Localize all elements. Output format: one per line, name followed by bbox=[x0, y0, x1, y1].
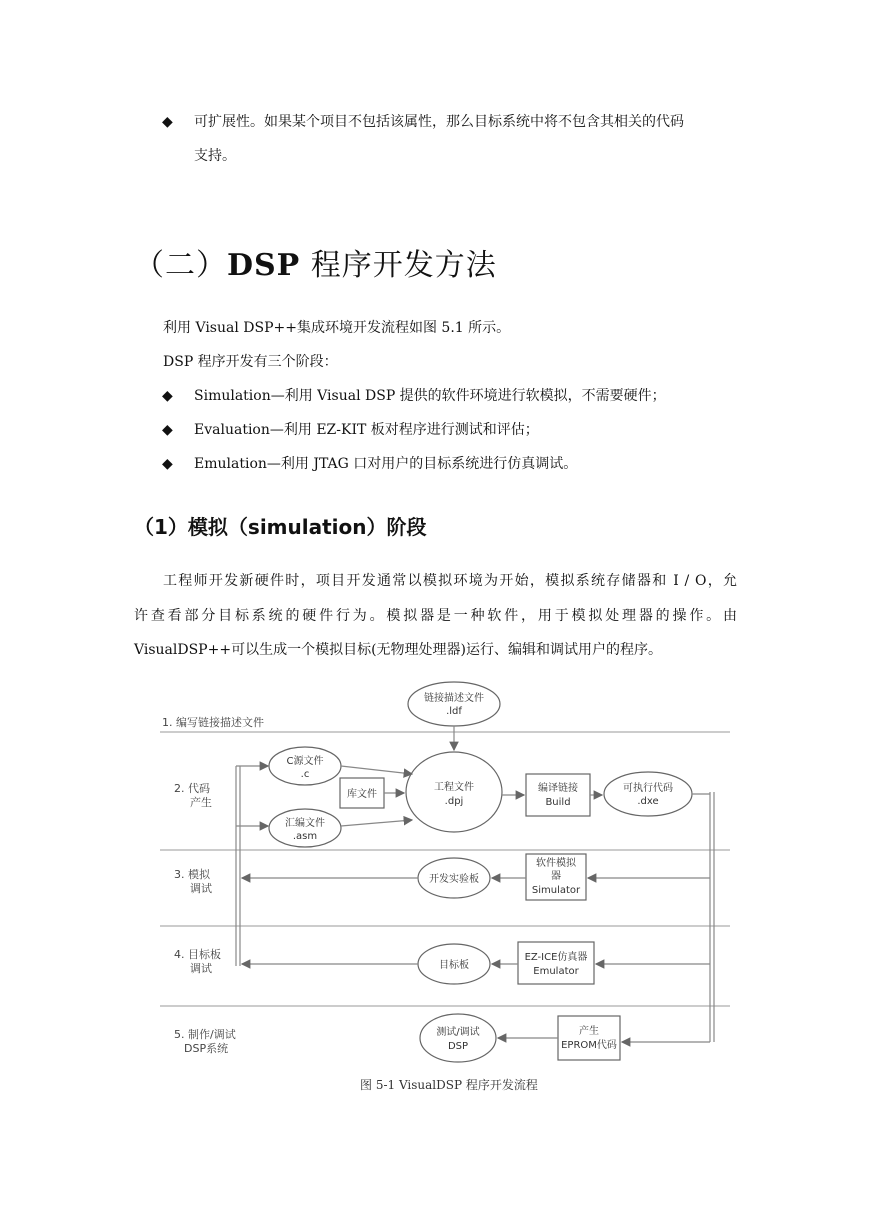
ldf-ext: .ldf bbox=[446, 706, 462, 717]
simulator-label: 软件模拟 bbox=[536, 858, 576, 869]
library-label: 库文件 bbox=[347, 789, 377, 800]
section-heading-suffix: 程序开发方法 bbox=[300, 248, 497, 283]
asm-source-label: 汇编文件 bbox=[285, 818, 325, 829]
flow-diagram bbox=[160, 680, 740, 1100]
paragraph-line-2: 许查看部分目标系统的硬件行为。模拟器是一种软件，用于模拟处理器的操作。由 bbox=[134, 608, 737, 624]
intro-line-2: DSP 程序开发有三个阶段： bbox=[163, 354, 338, 370]
bullet-icon: ◆ bbox=[162, 422, 173, 438]
subsection-heading: （1）模拟（simulation）阶段 bbox=[134, 515, 427, 539]
row-label-2a: 2. 代码 bbox=[174, 782, 210, 795]
paragraph-line-3: VisualDSP++可以生成一个模拟目标(无物理处理器)运行、编辑和调试用户的程序。 bbox=[134, 642, 662, 658]
emulator-label: EZ-ICE仿真器 bbox=[524, 952, 588, 963]
eprom-node bbox=[558, 1016, 620, 1060]
test-dsp-sub: DSP bbox=[447, 1041, 469, 1052]
bullet-extensibility-line2: 支持。 bbox=[194, 148, 236, 164]
emulator-sub: Emulator bbox=[533, 966, 579, 977]
project-label: 工程文件 bbox=[434, 782, 474, 793]
build-node bbox=[526, 774, 590, 816]
test-dsp-node bbox=[420, 1014, 496, 1062]
paragraph-line-1: 工程师开发新硬件时，项目开发通常以模拟环境为开始，模拟系统存储器和 I / O，允 bbox=[163, 573, 737, 589]
eprom-label: 产生 bbox=[579, 1026, 599, 1037]
c-source-ext: .c bbox=[300, 769, 310, 780]
row-label-3b: 调试 bbox=[190, 882, 212, 895]
build-sub: Build bbox=[545, 797, 571, 808]
emulator-node bbox=[518, 942, 594, 984]
row-label-5a: 5. 制作/调试 bbox=[174, 1028, 236, 1041]
section-heading-bold: DSP bbox=[227, 248, 301, 283]
stage-evaluation: Evaluation—利用 EZ-KIT 板对程序进行测试和评估； bbox=[194, 422, 539, 438]
ldf-node bbox=[408, 682, 500, 726]
simulator-sub: Simulator bbox=[531, 885, 581, 896]
figure-caption: 图 5-1 VisualDSP 程序开发流程 bbox=[360, 1078, 538, 1092]
section-heading-prefix: （二） bbox=[134, 248, 227, 283]
ldf-label: 链接描述文件 bbox=[424, 693, 484, 704]
row-label-4a: 4. 目标板 bbox=[174, 948, 221, 961]
asm-source-ext: .asm bbox=[292, 831, 318, 842]
executable-label: 可执行代码 bbox=[623, 783, 673, 794]
row-label-3a: 3. 模拟 bbox=[174, 868, 210, 881]
bullet-extensibility-line1: 可扩展性。如果某个项目不包括该属性，那么目标系统中将不包含其相关的代码 bbox=[194, 114, 684, 130]
build-label: 编译链接 bbox=[538, 783, 578, 794]
section-heading bbox=[134, 240, 497, 284]
project-ext: .dpj bbox=[444, 796, 464, 807]
executable-ext: .dxe bbox=[637, 796, 659, 807]
bullet-icon: ◆ bbox=[162, 456, 173, 472]
intro-line-1: 利用 Visual DSP++集成环境开发流程如图 5.1 所示。 bbox=[163, 320, 511, 336]
eprom-sub: EPROM代码 bbox=[561, 1040, 617, 1051]
row-label-1: 1. 编写链接描述文件 bbox=[162, 716, 264, 729]
row-label-5b: DSP系统 bbox=[184, 1042, 229, 1055]
dev-board-label: 开发实验板 bbox=[429, 874, 479, 885]
bullet-icon: ◆ bbox=[162, 388, 173, 404]
target-board-label: 目标板 bbox=[439, 960, 469, 971]
simulator-label-2: 器 bbox=[551, 871, 561, 882]
stage-simulation: Simulation—利用 Visual DSP 提供的软件环境进行软模拟，不需要硬件； bbox=[194, 388, 666, 404]
row-label-2b: 产生 bbox=[190, 796, 212, 809]
stage-emulation: Emulation—利用 JTAG 口对用户的目标系统进行仿真调试。 bbox=[194, 456, 578, 472]
row-label-4b: 调试 bbox=[190, 962, 212, 975]
bullet-icon: ◆ bbox=[162, 114, 173, 130]
test-dsp-label: 测试/调试 bbox=[436, 1027, 480, 1038]
executable-node bbox=[604, 772, 692, 816]
c-source-label: C源文件 bbox=[286, 756, 324, 767]
